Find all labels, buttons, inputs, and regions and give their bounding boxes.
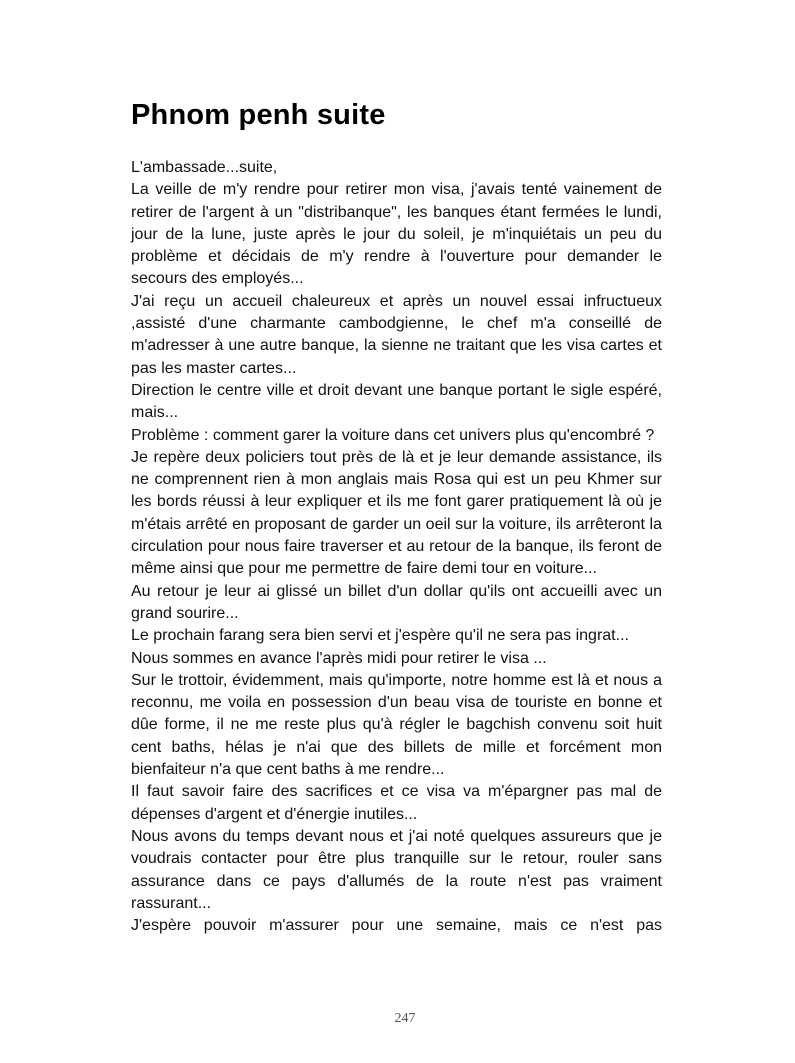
body-text — [131, 157, 662, 937]
paragraph: L'ambassade...suite, — [131, 159, 278, 176]
paragraph: Direction le centre ville et droit devant une banque portant le sigle espéré, mais... — [131, 381, 662, 422]
page-number: 247 — [394, 1011, 416, 1026]
paragraph: J'ai reçu un accueil chaleureux et après un nouvel essai infructueux ,assisté d'une charmante cambodgienne, le chef m'a conseillé de m'adresser à une autre banque, la sienne ne traitant que les visa cartes et pas les master cartes... — [131, 292, 662, 377]
paragraph: La veille de m'y rendre pour retirer mon visa, j'avais tenté vainement de retirer de l'argent à un "distribanque", les banques étant fermées le lundi, jour de la lune, juste après le jour du soleil, je m'inquiétais un peu du problème et décidais de m'y rendre à l'ouverture pour demander le secours des employés... — [131, 181, 662, 288]
paragraph: Sur le trottoir, évidemment, mais qu'importe, notre homme est là et nous a reconnu, me voila en possession d'un beau visa de touriste en bonne et dûe forme, il ne me reste plus qu'à régler le bagchish convenu soit huit cent baths, hélas je n'ai que des billets de mille et forcément mon bienfaiteur n'a que cent baths à me rendre... — [131, 671, 662, 779]
paragraph: Au retour je leur ai glissé un billet d'un dollar qu'ils ont accueilli avec un grand sourire... — [131, 582, 662, 622]
paragraph: Je repère deux policiers tout près de là et je leur demande assistance, ils ne comprennent rien à mon anglais mais Rosa qui est un peu Khmer sur les bords réussi à leur expliquer et ils me font garer pratiquement là où je m'étais arrêté en proposant de garder un oeil sur la voiture, ils arrêteront la circulation pour nous faire traverser et au retour de la banque, ils feront de même ainsi que pour me permettre de faire demi tour en voiture... — [131, 448, 662, 578]
paragraph: Nous avons du temps devant nous et j'ai noté quelques assureurs que je voudrais contacter pour être plus tranquille sur le retour, rouler sans assurance dans ce pays d'allumés de la route n'est pas vraiment rassurant... — [131, 827, 662, 912]
paragraph: Le prochain farang sera bien servi et j'espère qu'il ne sera pas ingrat... — [131, 627, 629, 645]
page-content — [131, 99, 662, 937]
page-title: Phnom penh suite — [131, 99, 386, 131]
paragraph: Il faut savoir faire des sacrifices et ce visa va m'épargner pas mal de dépenses d'argent et d'énergie inutiles... — [131, 783, 662, 823]
paragraph: J'espère pouvoir m'assurer pour une semaine, mais ce n'est pas — [131, 917, 662, 935]
paragraph: Problème : comment garer la voiture dans cet univers plus qu'encombré ? — [131, 426, 655, 444]
paragraph: Nous sommes en avance l'après midi pour retirer le visa ... — [131, 649, 547, 667]
